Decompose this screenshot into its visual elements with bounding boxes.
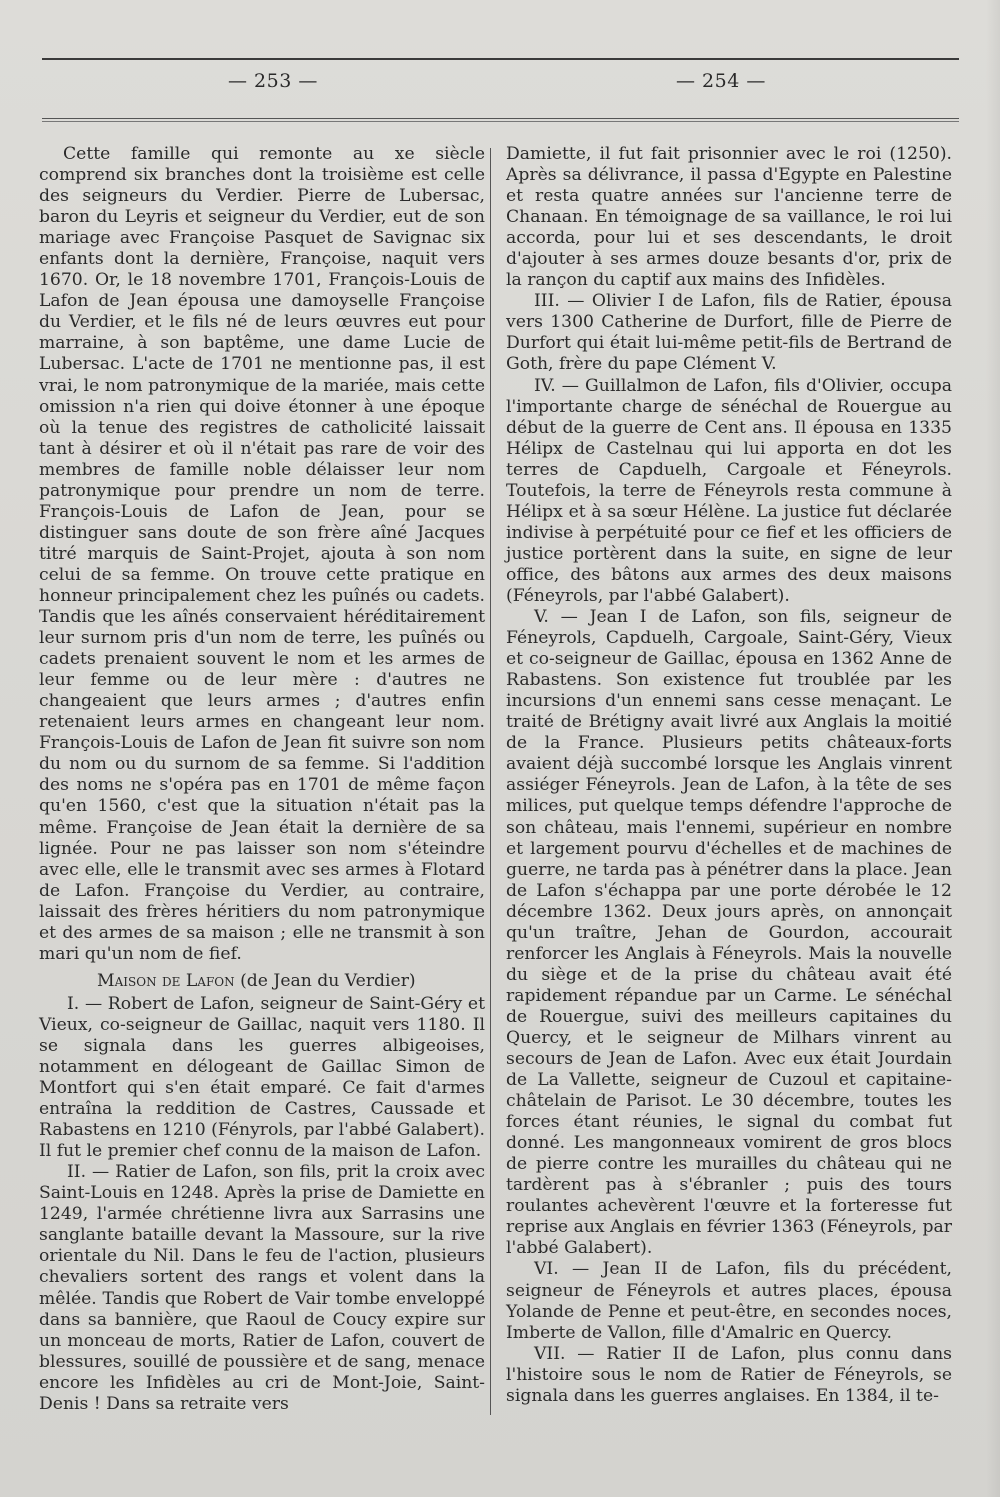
header-rule <box>42 118 959 119</box>
column-divider <box>490 148 491 1415</box>
paragraph-lubersac: Cette famille qui remonte au xe siècle comprend six branches dont la troisième est celle des seigneurs du Verdier. Pierre de Lubersac, baron du Leyris et seigneur du Verdier, eut de son mariage avec Françoise Pasquet de Savignac six enfants dont la dernière, Françoise, naquit vers 1670. Or, le 18 novembre 1701, François-Louis de Lafon de Jean épousa une damoyselle Françoise du Verdier, et le fils né de leurs œuvres eut pour marraine, à son baptême, une dame Lucie de Lubersac. L'acte de 1701 ne mentionne pas, il est vrai, le nom patronymique de la mariée, mais cette omission n'a rien qui doive étonner à une époque où la tenue des registres de catholicité laissait tant à désirer et où il n'était pas rare de voir des membres de famille noble délaisser leur nom patronymique pour prendre un nom de terre. François-Louis de Lafon de Jean, pour se distinguer sans doute de son frère aîné Jacques titré marquis de Saint-Projet, ajouta à son nom celui de sa femme. On trouve cette pratique en honneur principalement chez les puînés ou cadets. Tandis que les aînés conservaient héréditairement leur surnom pris d'un nom de terre, les puînés ou cadets prenaient souvent le nom et les armes de leur femme ou de leur mère : d'autres ne changeaient que leurs armes ; d'autres enfin retenaient leurs armes en changeant leur nom. François-Louis de Lafon de Jean fit suivre son nom du nom ou du surnom de sa femme. Si l'addition des noms ne s'opéra pas en 1701 de même façon qu'en 1560, c'est que la situation n'était pas la même. Françoise de Jean était la dernière de sa lignée. Pour ne pas laisser son nom s'éteindre avec elle, elle le transmit avec ses armes à Flotard de Lafon. Françoise du Verdier, au contraire, laissait des frères héritiers du nom patronymique et des armes de sa maison ; elle ne transmit à son mari qu'un nom de fief. <box>39 144 485 964</box>
paragraph-guillalmon: IV. — Guillalmon de Lafon, fils d'Olivier, occupa l'importante charge de sénéchal de Rouergue au début de la guerre de Cent ans. Il épousa en 1335 Hélipx de Castelnau qui lui apporta en dot les terres de Capduelh, Cargoale et Féneyrols. Toutefois, la terre de Féneyrols resta commune à Hélipx et à sa sœur Hélène. La justice fut déclarée indivise à perpétuité pour ce fief et les officiers de justice portèrent dans la suite, en signe de leur office, des bâtons aux armes des deux maisons (Féneyrols, par l'abbé Galabert). <box>506 375 952 606</box>
paragraph-jean-ii: VI. — Jean II de Lafon, fils du précédent, seigneur de Féneyrols et autres places, épousa Yolande de Penne et peut-être, en secondes noces, Imberte de Vallon, fille d'Amalric en Quercy. <box>506 1259 952 1343</box>
paragraph-ratier: II. — Ratier de Lafon, son fils, prit la croix avec Saint-Louis en 1248. Après la prise de Damiette en 1249, l'armée chrétienne livra aux Sarrasins une sanglante bataille devant la Massoure, sur la rive orientale du Nil. Dans le feu de l'action, plusieurs chevaliers sortent des rangs et volent dans la mêlée. Tandis que Robert de Vair tombe enveloppé dans sa bannière, que Raoul de Coucy expire sur un monceau de morts, Ratier de Lafon, couvert de blessures, souillé de poussière et de sang, menace encore les Infidèles au cri de Mont-Joie, Saint-Denis ! Dans sa retraite vers <box>39 1162 485 1414</box>
right-page-number: — 254 — <box>676 70 766 92</box>
right-column <box>506 144 952 1407</box>
left-column <box>39 144 485 1415</box>
paragraph-ratier-ii: VII. — Ratier II de Lafon, plus connu dans l'histoire sous le nom de Ratier de Féneyrols, se signala dans les guerres anglaises. En 1384, il te- <box>506 1343 952 1406</box>
paragraph-jean-i: V. — Jean I de Lafon, son fils, seigneur de Féneyrols, Capduelh, Cargoale, Saint-Géry, Vieux et co-seigneur de Gaillac, épousa en 1362 Anne de Rabastens. Son existence fut troublée par les incursions d'un ennemi sans cesse menaçant. Le traité de Brétigny avait livré aux Anglais la moitié de la France. Plusieurs petits châteaux-forts avaient déjà succombé lorsque les Anglais vinrent assiéger Féneyrols. Jean de Lafon, à la tête de ses milices, put quelque temps défendre l'approche de son château, mais l'ennemi, supérieur en nombre et largement pourvu d'échelles et de machines de guerre, ne tarda pas à pénétrer dans la place. Jean de Lafon s'échappa par une porte dérobée le 12 décembre 1362. Deux jours après, on annonçait qu'un traître, Jehan de Gourdon, accourait renforcer les Anglais à Féneyrols. Mais la nouvelle du siège et de la prise du château avait été rapidement répandue par un Carme. Le sénéchal de Rouergue, suivi des meilleurs capitaines du Quercy, et le seigneur de Milhars vinrent au secours de Jean de Lafon. Avec eux était Jourdain de La Vallette, seigneur de Cuzoul et capitaine-châtelain de Parisot. Le 30 décembre, toutes les forces étant réunies, le signal du combat fut donné. Les mangonneaux vomirent de gros blocs de pierre contre les murailles du château qui ne tardèrent pas à s'ébranler ; puis des tours roulantes achevèrent l'œuvre et la forteresse fut reprise aux Anglais en février 1363 (Féneyrols, par l'abbé Galabert). <box>506 607 952 1259</box>
paragraph-olivier: III. — Olivier I de Lafon, fils de Ratier, épousa vers 1300 Catherine de Durfort, fille de Pierre de Durfort qui était lui-même petit-fils de Bertrand de Goth, frère du pape Clément V. <box>506 291 952 375</box>
page-edge-shadow <box>986 0 1000 1497</box>
top-rule <box>42 58 959 60</box>
section-heading-smallcaps: Maison de Lafon <box>97 970 235 991</box>
header-rule-secondary <box>42 121 959 122</box>
paragraph-damiette: Damiette, il fut fait prisonnier avec le roi (1250). Après sa délivrance, il passa d'Egypte en Palestine et resta quatre années sur l'ancienne terre de Chanaan. En témoignage de sa vaillance, le roi lui accorda, pour lui et ses descendants, le droit d'ajouter à ses armes douze besants d'or, prix de la rançon du captif aux mains des Infidèles. <box>506 144 952 291</box>
section-heading-rest: (de Jean du Verdier) <box>234 970 416 991</box>
section-heading <box>39 971 485 992</box>
paragraph-robert: I. — Robert de Lafon, seigneur de Saint-Géry et Vieux, co-seigneur de Gaillac, naquit vers 1180. Il se signala dans les guerres albigeoises, notamment en délogeant de Gaillac Simon de Montfort qui s'en était emparé. Ce fait d'armes entraîna la reddition de Castres, Caussade et Rabastens en 1210 (Fényrols, par l'abbé Galabert). Il fut le premier chef connu de la maison de Lafon. <box>39 993 485 1162</box>
left-page-number: — 253 — <box>228 70 318 92</box>
